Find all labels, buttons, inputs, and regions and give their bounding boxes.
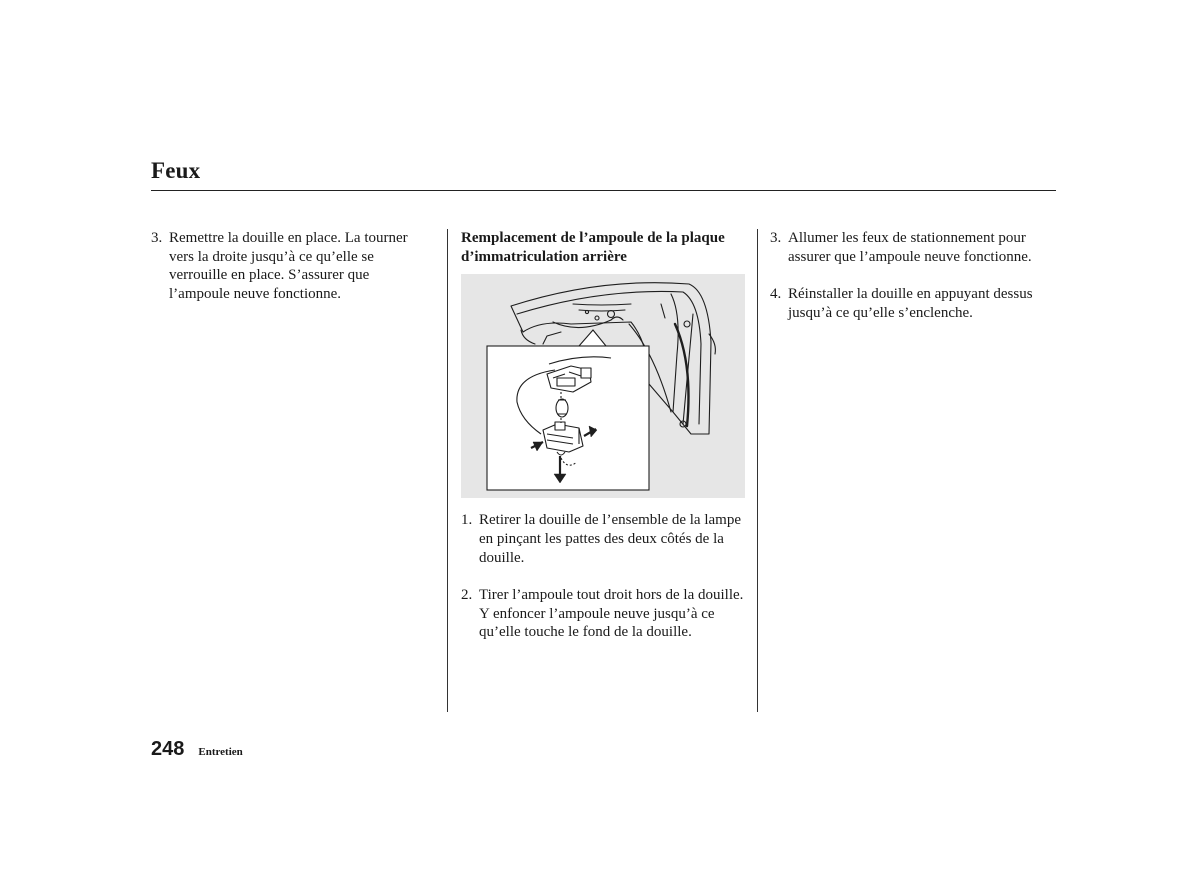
- step-number: 2.: [461, 587, 473, 604]
- step-list: [151, 229, 426, 304]
- step-number: 1.: [461, 512, 473, 529]
- page-number: 248: [151, 738, 185, 760]
- left-column: [151, 229, 426, 322]
- step-item: [151, 229, 426, 304]
- section-heading: Remplacement de l’ampoule de la plaque d’immatriculation arrière: [461, 230, 725, 265]
- middle-column: [461, 229, 746, 661]
- step-text: Remettre la douille en place. La tourner vers la droite jusqu’à ce qu’elle se verrouille en place. S’assurer que l’ampoule neuve fonctionne.: [169, 230, 408, 303]
- step-list: [461, 511, 746, 642]
- chapter-name: Entretien: [198, 746, 243, 758]
- page-title: Feux: [151, 158, 201, 183]
- step-item: [461, 586, 746, 642]
- step-list: [770, 229, 1055, 322]
- step-item: [770, 229, 1055, 266]
- column-divider: [447, 229, 448, 712]
- step-item: [461, 511, 746, 567]
- step-text: Réinstaller la douille en appuyant dessus jusqu’à ce qu’elle s’enclenche.: [788, 285, 1033, 321]
- trunk-lid-lamp-diagram: [461, 274, 745, 498]
- column-divider: [757, 229, 758, 712]
- step-number: 3.: [151, 230, 163, 246]
- step-number: 4.: [770, 285, 782, 302]
- step-text: Allumer les feux de stationnement pour assurer que l’ampoule neuve fonctionne.: [788, 230, 1032, 265]
- step-number: 3.: [770, 230, 782, 246]
- license-plate-lamp-illustration: [461, 274, 745, 498]
- page-footer: [151, 738, 243, 761]
- step-text: Retirer la douille de l’ensemble de la lampe en pinçant les pattes des deux côtés de la douille.: [479, 512, 741, 566]
- right-column: [770, 229, 1055, 341]
- title-divider: [151, 190, 1056, 191]
- step-item: [770, 285, 1055, 322]
- step-text: Tirer l’ampoule tout droit hors de la douille. Y enfoncer l’ampoule neuve jusqu’à ce qu’elle touche le fond de la douille.: [479, 587, 744, 641]
